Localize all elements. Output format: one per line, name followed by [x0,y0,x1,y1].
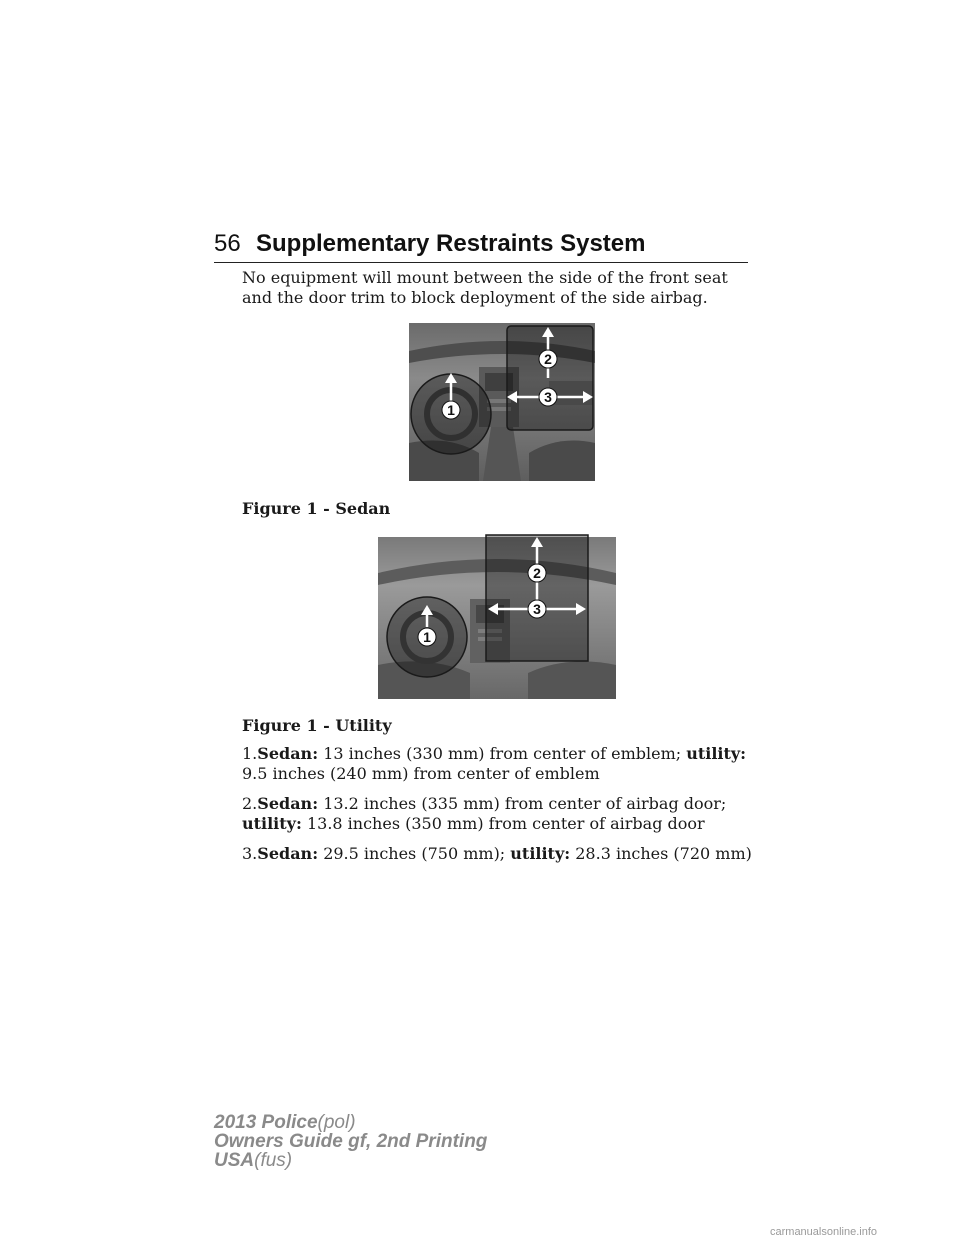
sedan-dashboard-image [409,323,595,481]
figure-label-2: 2 [544,351,552,367]
page-header [214,228,748,263]
figure-label-3: 3 [544,389,552,405]
utility-label: utility: [510,844,571,863]
item-number: 3. [242,844,258,863]
figure-label-2: 2 [533,565,541,581]
sedan-label: Sedan: [257,744,319,763]
footer-guide: Owners Guide gf, 2nd Printing [214,1131,488,1152]
sedan-text: 29.5 inches (750 mm); [323,844,506,863]
utility-text: 13.8 inches (350 mm) from center of airbag door [306,814,705,833]
utility-text: 9.5 inches (240 mm) from center of emblem [242,764,600,783]
measurement-list [242,744,752,874]
figure-label-1: 1 [423,629,431,645]
list-item [242,844,752,864]
item-number: 1. [242,744,258,763]
figure-caption-utility: Figure 1 - Utility [242,716,392,735]
page-footer [214,1113,487,1170]
footer-model: 2013 Police [214,1112,318,1133]
utility-label: utility: [686,744,747,763]
footer-market: USA [214,1150,255,1171]
sedan-label: Sedan: [257,844,319,863]
sedan-label: Sedan: [257,794,319,813]
figure-caption-sedan: Figure 1 - Sedan [242,499,391,518]
sedan-text: 13 inches (330 mm) from center of emblem; [323,744,682,763]
utility-text: 28.3 inches (720 mm) [575,844,752,863]
section-title: Supplementary Restraints System [256,230,646,257]
list-item [242,794,752,834]
footer-market-code: (fus) [254,1150,293,1171]
list-item [242,744,752,784]
footer-model-code: (pol) [317,1112,356,1133]
utility-dashboard-image [378,533,616,701]
page-number: 56 [214,230,241,257]
figure-utility [378,533,616,701]
figure-sedan [409,323,595,481]
figure-label-3: 3 [533,601,541,617]
figure-label-1: 1 [447,402,455,418]
intro-paragraph: No equipment will mount between the side of the front seat and the door trim to block deployment of the side airbag. [242,268,728,307]
utility-label: utility: [242,814,302,833]
item-number: 2. [242,794,258,813]
sedan-text: 13.2 inches (335 mm) from center of airbag door; [323,794,727,813]
watermark: carmanualsonline.info [770,1226,878,1238]
